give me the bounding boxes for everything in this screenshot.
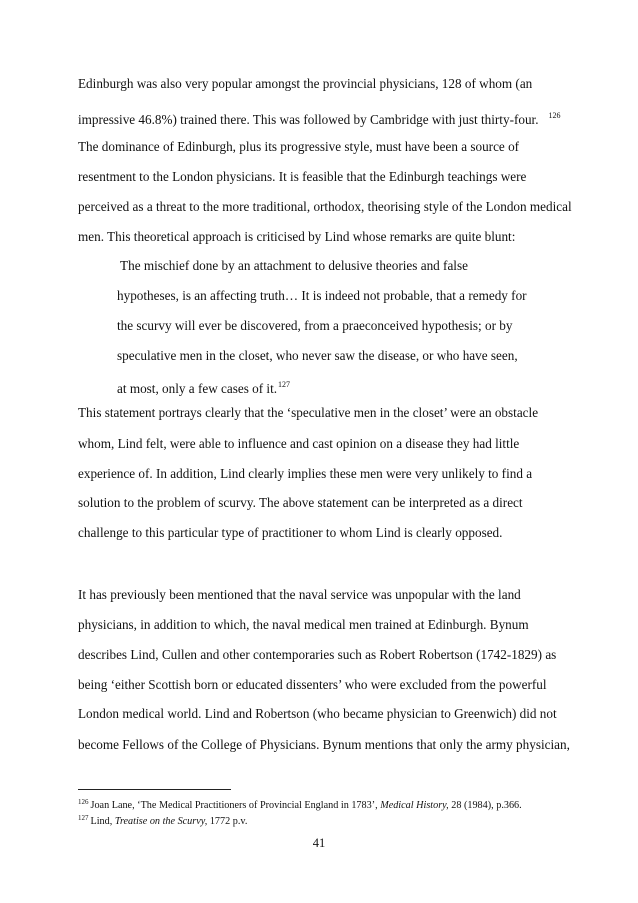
- footnote-text: Lind,: [90, 816, 115, 827]
- quote-line: the scurvy will ever be discovered, from a praeconceived hypothesis; or by: [117, 318, 513, 333]
- footnote-text: 28 (1984), p.366.: [448, 800, 522, 811]
- body-text-span: impressive 46.8%) trained there. This was followed by Cambridge with just thirty-four.: [78, 112, 539, 127]
- body-text-line: London medical world. Lind and Robertson (who became physician to Greenwich) did not: [78, 706, 557, 721]
- footnote-separator: [78, 789, 231, 790]
- footnote-127: [78, 812, 247, 828]
- body-text-line: It has previously been mentioned that the naval service was unpopular with the land: [78, 587, 521, 602]
- body-text-line: experience of. In addition, Lind clearly implies these men were very unlikely to find a: [78, 466, 533, 481]
- quote-line: speculative men in the closet, who never saw the disease, or who have seen,: [117, 348, 518, 363]
- quote-line: hypotheses, is an affecting truth… It is indeed not probable, that a remedy for: [117, 288, 527, 303]
- body-text-line: [78, 108, 561, 128]
- footnote-ref-127: 127: [278, 380, 291, 389]
- body-text-line: men. This theoretical approach is criticised by Lind whose remarks are quite blunt:: [78, 229, 516, 244]
- footnote-126: [78, 796, 522, 812]
- quote-span: at most, only a few cases of it.: [117, 381, 278, 396]
- body-text-line: whom, Lind felt, were able to influence and cast opinion on a disease they had little: [78, 436, 520, 451]
- body-text-line: challenge to this particular type of practitioner to whom Lind is clearly opposed.: [78, 525, 503, 540]
- body-text-line: being ‘either Scottish born or educated dissenters’ who were excluded from the powerful: [78, 677, 547, 692]
- body-text-line: resentment to the London physicians. It is feasible that the Edinburgh teachings were: [78, 169, 527, 184]
- page-number: 41: [312, 836, 326, 850]
- footnote-italic: Treatise on the Scurvy,: [114, 816, 208, 827]
- body-text-line: perceived as a threat to the more traditional, orthodox, theorising style of the London medical: [78, 199, 572, 214]
- body-text-line: describes Lind, Cullen and other contemporaries such as Robert Robertson (1742-1829) as: [78, 647, 557, 662]
- body-text-line: solution to the problem of scurvy. The above statement can be interpreted as a direct: [78, 495, 523, 510]
- body-text-line: This statement portrays clearly that the ‘speculative men in the closet’ were an obstacle: [78, 405, 539, 420]
- footnote-number: 127: [78, 814, 89, 822]
- footnote-number: 126: [78, 798, 89, 806]
- body-text-line: Edinburgh was also very popular amongst the provincial physicians, 128 of whom (an: [78, 76, 533, 91]
- body-text-line: physicians, in addition to which, the naval medical men trained at Edinburgh. Bynum: [78, 617, 529, 632]
- body-text-line: become Fellows of the College of Physicians. Bynum mentions that only the army physician,: [78, 737, 570, 752]
- footnote-text: 1772 p.v.: [207, 816, 248, 827]
- quote-line: [117, 377, 290, 397]
- footnote-ref-126: 126: [548, 111, 561, 120]
- footnote-text: Joan Lane, ‘The Medical Practitioners of Provincial England in 1783’,: [90, 800, 381, 811]
- footnote-italic: Medical History,: [380, 800, 449, 811]
- quote-line: The mischief done by an attachment to delusive theories and false: [117, 258, 468, 273]
- body-text-line: The dominance of Edinburgh, plus its progressive style, must have been a source of: [78, 139, 520, 154]
